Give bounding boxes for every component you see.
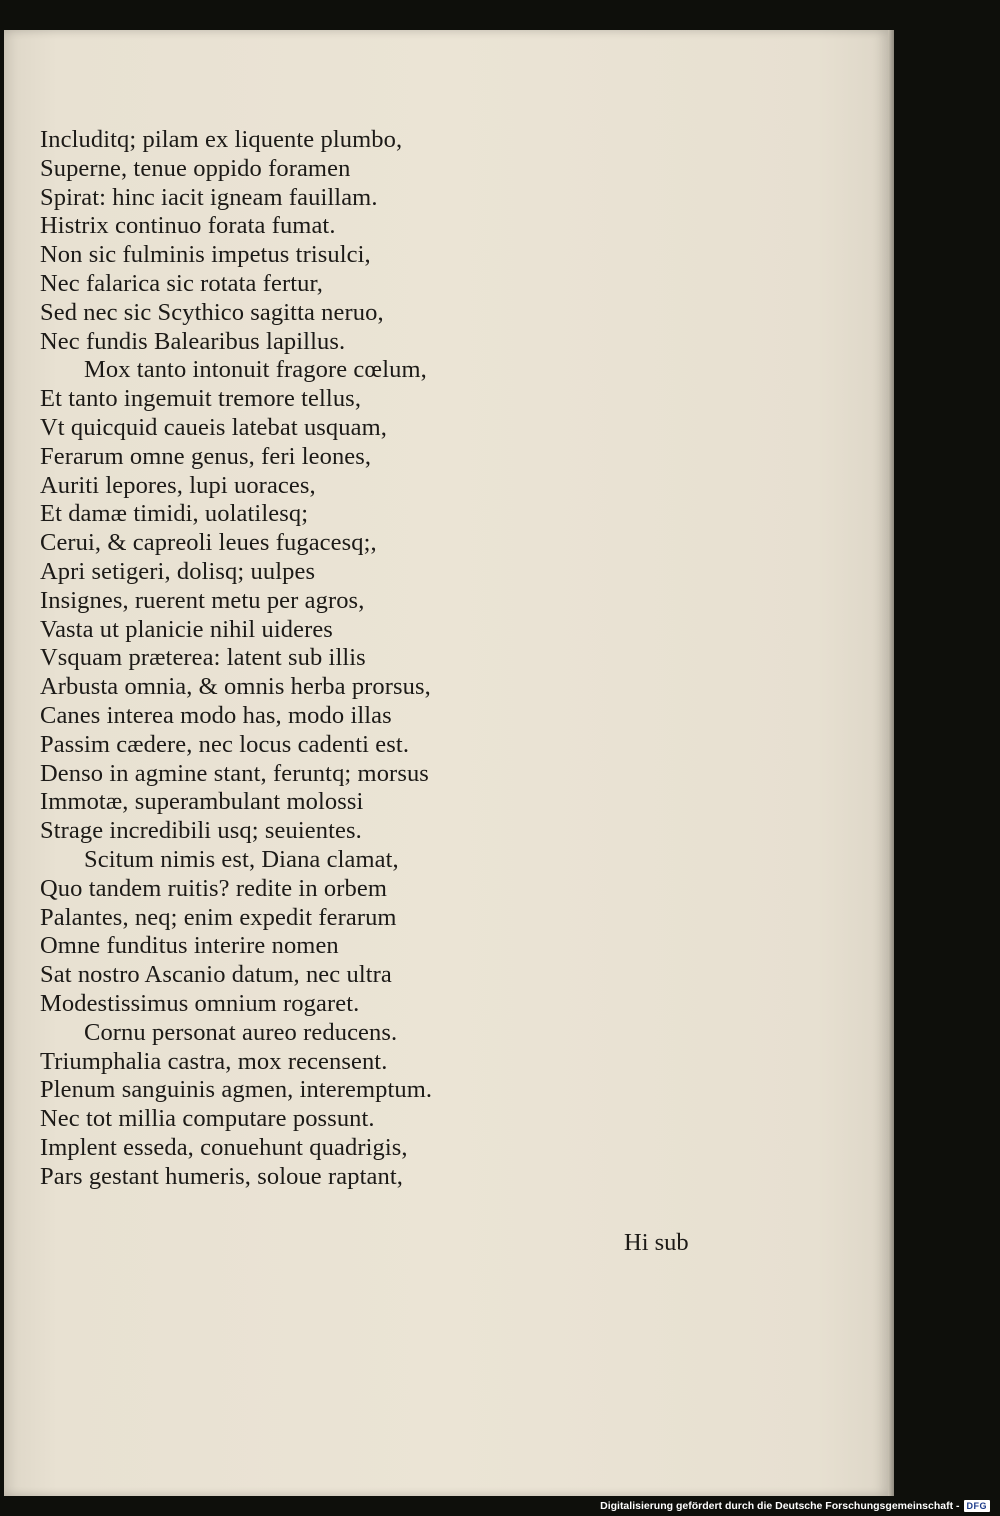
scanned-page [4, 30, 888, 1496]
verse-line: Passim cædere, nec locus cadenti est. [40, 730, 410, 758]
verse-line: Denso in agmine stant, feruntq; morsus [40, 759, 429, 787]
verse-line: Nec fundis Balearibus lapillus. [40, 327, 346, 355]
verse-line: Nec falarica sic rotata fertur, [40, 269, 324, 297]
verse-line: Triumphalia castra, mox recensent. [40, 1047, 388, 1075]
verse-line: Vsquam præterea: latent sub illis [40, 644, 366, 672]
verse-line: Ferarum omne genus, feri leones, [40, 442, 372, 470]
verse-line: Pars gestant humeris, soloue raptant, [40, 1162, 403, 1190]
verse-line: Immotæ, superambulant molossi [40, 788, 364, 816]
verse-line: Plenum sanguinis agmen, interemptum. [40, 1076, 433, 1104]
verse-line: Sed nec sic Scythico sagitta neruo, [40, 298, 384, 326]
verse-line: Mox tanto intonuit fragore cœlum, [84, 356, 427, 384]
verse-line: Includitq; pilam ex liquente plumbo, [40, 126, 403, 153]
verse-line: Arbusta omnia, & omnis herba prorsus, [40, 673, 431, 701]
dfg-logo-icon: DFG [964, 1500, 991, 1512]
verse-line: Cerui, & capreoli leues fugacesq;, [40, 529, 377, 557]
verse-line: Sat nostro Ascanio datum, nec ultra [40, 961, 392, 989]
digitization-credit-footer [600, 1498, 990, 1514]
page-edge-shadow [888, 30, 894, 1496]
verse-line: Insignes, ruerent metu per agros, [40, 586, 365, 614]
verse-line: Canes interea modo has, modo illas [40, 701, 392, 729]
verse-line: Non sic fulminis impetus trisulci, [40, 241, 371, 269]
verse-line: Nec tot millia computare possunt. [40, 1105, 375, 1133]
verse-line: Vt quicquid caueis latebat usquam, [40, 413, 387, 441]
verse-line: Scitum nimis est, Diana clamat, [84, 845, 399, 873]
catchword: Hi sub [624, 1229, 689, 1256]
verse-line: Cornu personat aureo reducens. [84, 1018, 398, 1046]
verse-line: Apri setigeri, dolisq; uulpes [40, 557, 316, 585]
verse-line: Spirat: hinc iacit igneam fauillam. [40, 183, 378, 211]
verse-line: Histrix continuo forata fumat. [40, 212, 336, 240]
verse-line: Auriti lepores, lupi uoraces, [40, 471, 316, 499]
verse-line: Superne, tenue oppido foramen [40, 154, 351, 182]
verse-line: Quo tandem ruitis? redite in orbem [40, 874, 387, 902]
verse-line: Strage incredibili usq; seuientes. [40, 817, 362, 845]
verse-line: Implent esseda, conuehunt quadrigis, [40, 1133, 408, 1161]
verse-line: Modestissimus omnium rogaret. [40, 989, 360, 1017]
verse-line: Palantes, neq; enim expedit ferarum [40, 903, 397, 931]
verse-line: Omne funditus interire nomen [40, 932, 339, 960]
verse-line: Et damæ timidi, uolatilesq; [40, 500, 309, 528]
verse-line: Et tanto ingemuit tremore tellus, [40, 385, 362, 413]
credit-text: Digitalisierung gefördert durch die Deutsche Forschungsgemeinschaft - [600, 1500, 960, 1512]
poem-text-block [40, 126, 660, 1191]
verse-line: Vasta ut planicie nihil uideres [40, 615, 333, 643]
